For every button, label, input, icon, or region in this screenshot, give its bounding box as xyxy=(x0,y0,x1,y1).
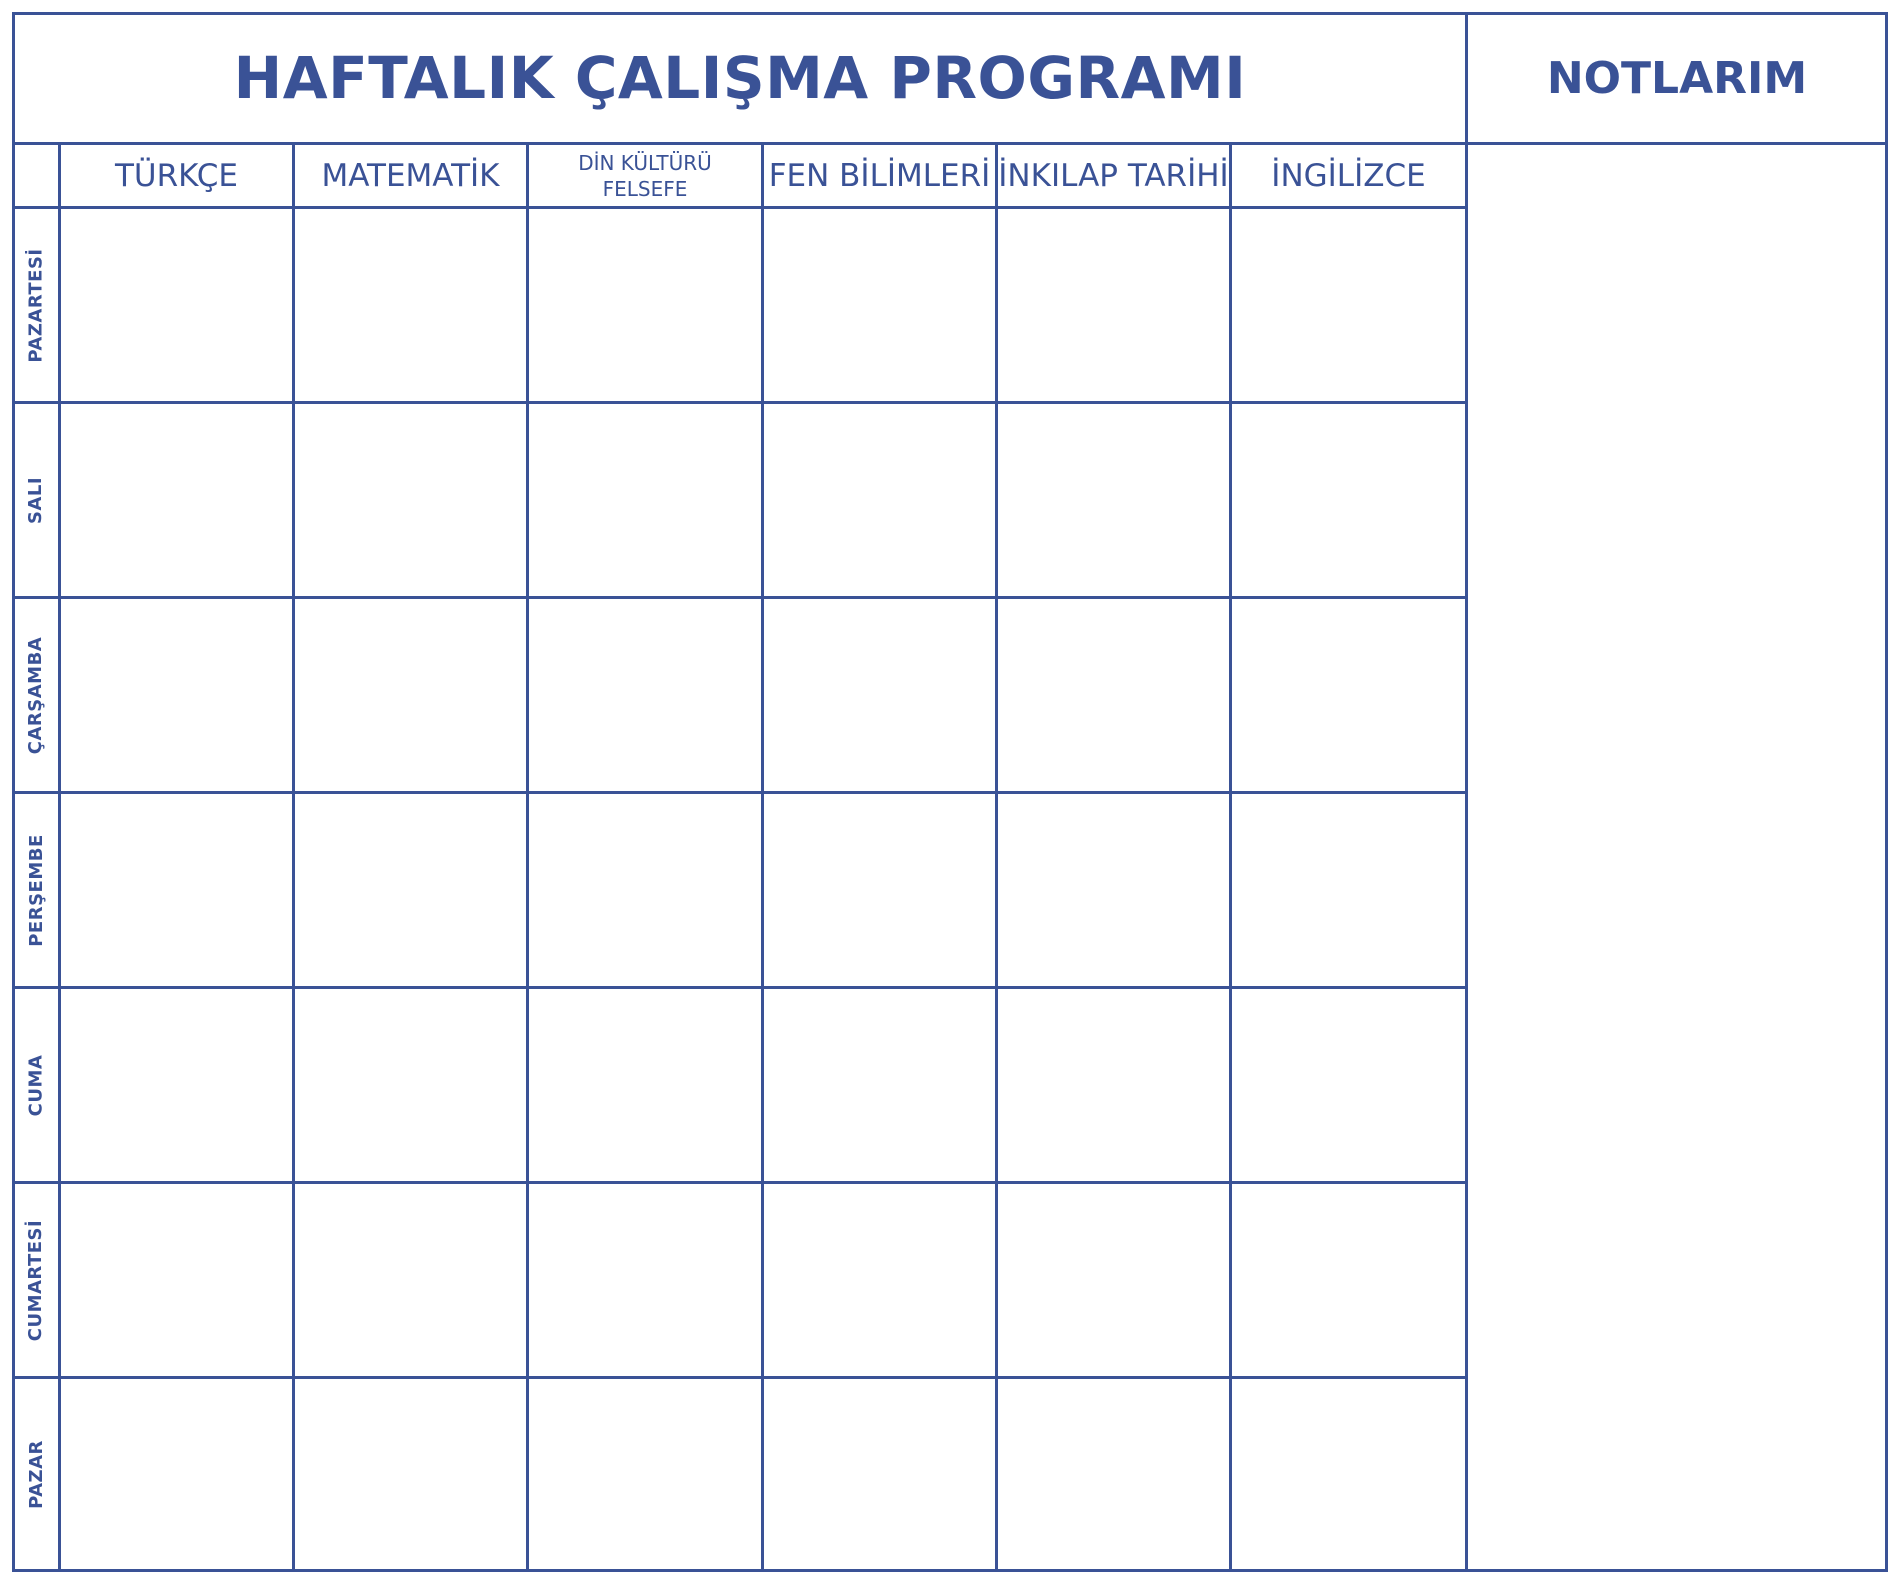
schedule-cell[interactable] xyxy=(1232,599,1465,791)
schedule-cell[interactable] xyxy=(61,1184,292,1376)
notes-title: NOTLARIM xyxy=(1546,52,1808,104)
schedule-cell[interactable] xyxy=(529,599,761,791)
schedule-cell[interactable] xyxy=(1232,1379,1465,1569)
schedule-cell[interactable] xyxy=(529,209,761,401)
schedule-cell[interactable] xyxy=(529,1184,761,1376)
subject-header-ingilizce: İNGİLİZCE xyxy=(1271,158,1426,194)
schedule-cell[interactable] xyxy=(295,404,526,596)
schedule-cell[interactable] xyxy=(529,989,761,1181)
subject-header-din-kulturu-line1: DİN KÜLTÜRÜ xyxy=(578,151,712,175)
day-label-persembe: PERŞEMBE xyxy=(25,833,47,947)
schedule-cell[interactable] xyxy=(998,794,1229,986)
schedule-cell[interactable] xyxy=(295,989,526,1181)
schedule-cell[interactable] xyxy=(998,599,1229,791)
schedule-cell[interactable] xyxy=(61,209,292,401)
schedule-cell[interactable] xyxy=(998,1379,1229,1569)
schedule-cell[interactable] xyxy=(61,404,292,596)
schedule-cell[interactable] xyxy=(1232,404,1465,596)
day-label-cumartesi: CUMARTESİ xyxy=(25,1219,47,1341)
schedule-cell[interactable] xyxy=(295,1379,526,1569)
subject-header-matematik: MATEMATİK xyxy=(321,158,500,194)
day-label-sali: SALI xyxy=(25,476,47,524)
schedule-cell[interactable] xyxy=(998,989,1229,1181)
schedule-cell[interactable] xyxy=(764,989,995,1181)
schedule-cell[interactable] xyxy=(998,404,1229,596)
schedule-cell[interactable] xyxy=(61,989,292,1181)
schedule-cell[interactable] xyxy=(998,1184,1229,1376)
schedule-cell[interactable] xyxy=(295,599,526,791)
day-label-pazartesi: PAZARTESİ xyxy=(25,247,47,363)
page-title: HAFTALIK ÇALIŞMA PROGRAMI xyxy=(233,44,1247,112)
schedule-cell[interactable] xyxy=(1232,794,1465,986)
schedule-cell[interactable] xyxy=(61,599,292,791)
schedule-cell[interactable] xyxy=(295,209,526,401)
schedule-cell[interactable] xyxy=(764,1379,995,1569)
schedule-cell[interactable] xyxy=(1232,989,1465,1181)
notes-area[interactable] xyxy=(1468,145,1886,1570)
schedule-cell[interactable] xyxy=(764,1184,995,1376)
schedule-cell[interactable] xyxy=(1232,1184,1465,1376)
schedule-cell[interactable] xyxy=(529,1379,761,1569)
schedule-cell[interactable] xyxy=(764,404,995,596)
subject-header-fen-bilimleri: FEN BİLİMLERİ xyxy=(768,158,991,194)
schedule-cell[interactable] xyxy=(529,404,761,596)
subject-header-inkilap-tarihi: İNKILAP TARİHİ xyxy=(998,158,1229,194)
schedule-cell[interactable] xyxy=(295,794,526,986)
schedule-cell[interactable] xyxy=(529,794,761,986)
schedule-cell[interactable] xyxy=(61,794,292,986)
day-label-pazar: PAZAR xyxy=(25,1439,47,1509)
schedule-cell[interactable] xyxy=(764,599,995,791)
day-label-carsamba: ÇARŞAMBA xyxy=(25,636,47,754)
day-label-cuma: CUMA xyxy=(25,1054,47,1116)
schedule-cell[interactable] xyxy=(61,1379,292,1569)
subject-header-din-kulturu xyxy=(529,145,761,207)
schedule-cell[interactable] xyxy=(1232,209,1465,401)
subject-header-din-kulturu-line2: FELSEFE xyxy=(602,177,688,201)
schedule-cell[interactable] xyxy=(295,1184,526,1376)
schedule-cell[interactable] xyxy=(764,209,995,401)
schedule-cell[interactable] xyxy=(998,209,1229,401)
schedule-cell[interactable] xyxy=(764,794,995,986)
subject-header-turkce: TÜRKÇE xyxy=(114,158,239,194)
